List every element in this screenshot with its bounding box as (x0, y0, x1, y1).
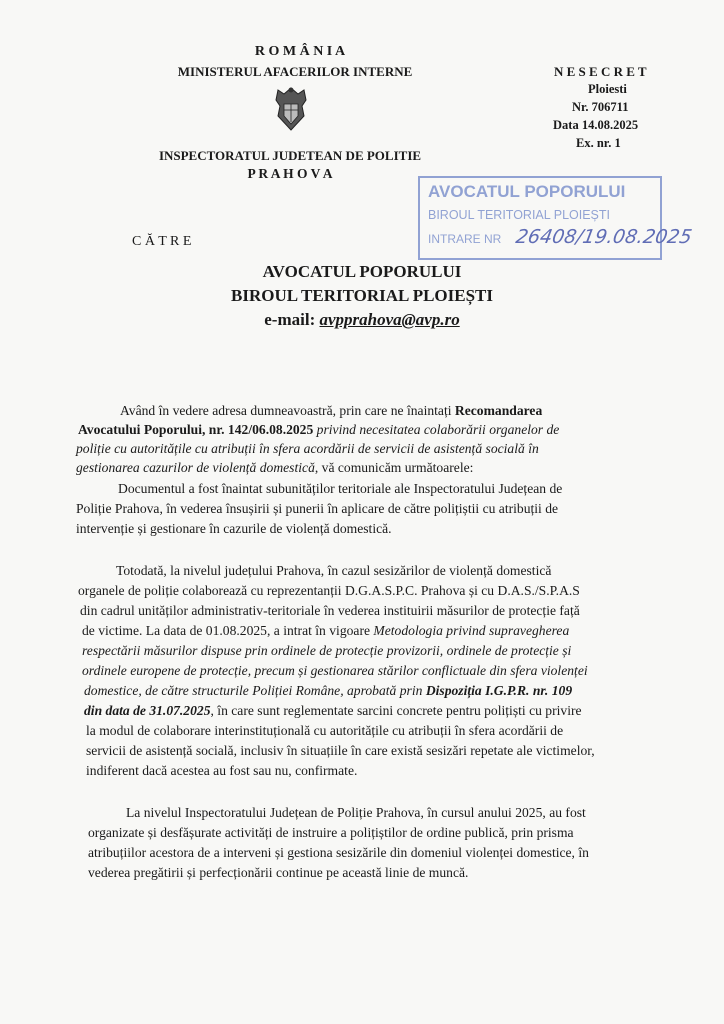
body-italic-text: Metodologia privind supravegherea (373, 623, 570, 638)
to-label: C Ă T R E (132, 234, 192, 249)
body-italic-text: privind necesitatea colaborării organelor de (313, 422, 560, 437)
body-line: din cadrul unităților administrativ-teritoriale în vederea instituirii măsurilor de protecție față (80, 603, 580, 618)
body-line: intervenție și gestionare în cazurile de violență domestică. (76, 521, 392, 536)
body-text: de victime. La data de 01.08.2025, a intrat în vigoare (82, 623, 374, 638)
stamp-handwritten-number: 26408/19.08.2025 (514, 226, 694, 248)
inspectorate-heading: INSPECTORATUL JUDETEAN DE POLITIE (158, 148, 422, 163)
body-line (82, 622, 569, 640)
stamp-line3-label: INTRARE NR (428, 232, 502, 246)
body-bold-italic-text: Dispoziția I.G.P.R. nr. 109 (425, 683, 573, 698)
body-line: la modul de colaborare interinstituțională cu autoritățile cu atribuții în sfera acordării de (86, 723, 564, 738)
body-line: Documentul a fost înaintat subunităților teritoriale ale Inspectoratului Județean de (118, 481, 563, 496)
body-line (78, 421, 559, 439)
stamp-line1: AVOCATUL POPORULUI (428, 182, 626, 201)
email-label: e-mail: (264, 310, 316, 329)
body-line: organizate și desfășurate activități de instruire a polițiștilor de ordine publică, prin prisma (88, 825, 574, 840)
stamp-line2: BIROUL TERITORIAL PLOIEȘTI (428, 208, 610, 222)
recipient-name: AVOCATUL POPORULUI (262, 262, 462, 281)
classification-label: N E S E C R E T (554, 64, 647, 79)
coat-of-arms-icon (272, 84, 310, 134)
county-heading: P R A H O V A (247, 166, 333, 181)
country-heading: R O M Â N I A (254, 44, 346, 59)
body-bold-italic-text: din data de 31.07.2025 (84, 703, 211, 718)
recipient-email-line (0, 310, 724, 330)
body-line (84, 702, 582, 720)
body-text: , vă comunicăm următoarele: (314, 460, 474, 475)
body-line: poliție cu autoritățile cu atribuții în sfera acordării de servicii de asistență socială în (76, 441, 539, 456)
registration-stamp (418, 176, 694, 260)
body-text: , în care sunt reglementate sarcini concrete pentru polițiști cu privire (210, 703, 582, 718)
reference-city: Ploiesti (588, 82, 627, 96)
body-line: ordinele europene de protecție, precum și gestionarea stărilor conflictuale din sfera violenței (82, 663, 588, 678)
body-line (76, 459, 473, 477)
body-bold-text: Recomandarea (454, 403, 543, 418)
body-line: atribuțiilor acestora de a interveni și gestiona sesizările din domeniul violenței domestice, în (88, 845, 589, 860)
body-line: Totodată, la nivelul județului Prahova, în cazul sesizărilor de violență domestică (116, 563, 552, 578)
body-line: vederea pregătirii și perfecționării continue pe această linie de muncă. (88, 865, 469, 880)
reference-number: Nr. 706711 (572, 100, 629, 114)
body-line: servicii de asistență socială, inclusiv în situațiile în care există sesizări repetate ale victimelor, (86, 743, 595, 758)
body-line: respectării măsurilor dispuse prin ordinele de protecție provizorii, ordinele de protecție și (82, 643, 572, 658)
body-line: organele de poliție colaborează cu reprezentanții D.G.A.S.P.C. Prahova și cu D.A.S./S.P.A.S (78, 583, 580, 598)
recipient-office: BIROUL TERITORIAL PLOIEȘTI (230, 286, 494, 305)
email-link[interactable]: avpprahova@avp.ro (319, 310, 460, 329)
body-italic-text: domestice, de către structurile Poliției Române, aprobată prin (84, 683, 426, 698)
body-line: Poliție Prahova, în vederea însușirii și punerii în aplicare de către polițiștii cu atribuții de (76, 501, 559, 516)
reference-copy: Ex. nr. 1 (576, 136, 621, 150)
body-line: La nivelul Inspectoratului Județean de Poliție Prahova, în cursul anului 2025, au fost (126, 805, 586, 820)
body-line (84, 682, 572, 700)
ministry-heading: MINISTERUL AFACERILOR INTERNE (177, 64, 413, 79)
body-italic-text: gestionarea cazurilor de violență domestică (76, 460, 315, 475)
body-bold-text: Avocatului Poporului, nr. 142/06.08.2025 (78, 422, 314, 437)
body-line: indiferent dacă acestea au fost sau nu, confirmate. (86, 763, 358, 778)
reference-date: Data 14.08.2025 (553, 118, 639, 132)
body-line (120, 402, 542, 420)
body-text: Având în vedere adresa dumneavoastră, prin care ne înaintați (120, 403, 455, 418)
